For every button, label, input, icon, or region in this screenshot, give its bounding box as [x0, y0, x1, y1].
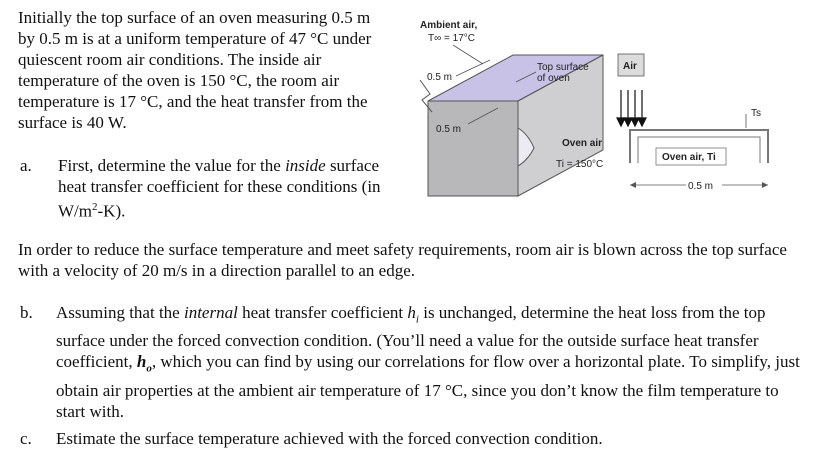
- top-surface-label-2: of oven: [537, 73, 570, 84]
- oven-figure: [398, 0, 822, 210]
- dim-left-label: 0.5 m: [427, 72, 453, 83]
- question-c-label: c.: [20, 429, 32, 448]
- question-c-text: Estimate the surface temperature achieved with the forced convection condition.: [56, 429, 603, 448]
- question-c: [18, 428, 808, 449]
- ambient-temp: T∞ = 17°C: [428, 33, 475, 44]
- dim-front-label: 0.5 m: [436, 124, 462, 135]
- oven-air-ti-label: Oven air, Ti: [662, 152, 716, 163]
- question-a: [18, 155, 390, 222]
- air-label: Air: [623, 61, 637, 72]
- oven-ti-label: Ti = 150°C: [556, 159, 604, 170]
- top-surface-label-1: Top surface: [537, 62, 589, 73]
- problem-intro: Initially the top surface of an oven measuring 0.5 m by 0.5 m is at a uniform temperature of 47 °C under quiescent room air conditions. The inside air temperature of the oven is 150 °C, the room air temperature is 17 °C, and the heat transfer from the surface is 40 W.: [18, 8, 372, 132]
- question-a-label: a.: [20, 156, 32, 175]
- ts-label: Ts: [751, 108, 761, 119]
- oven-diagram: [398, 0, 822, 210]
- ambient-pointer: [453, 45, 483, 64]
- dim-bottom-arrow-right: [762, 182, 768, 188]
- dim-bottom-arrow-left: [630, 182, 636, 188]
- question-a-text: First, determine the value for the inside surface heat transfer coefficient for these conditions (in $W/m^2-K$).: [58, 156, 381, 221]
- question-b-label: b.: [20, 303, 33, 322]
- ambient-label: Ambient air,: [420, 20, 478, 31]
- oven-front-face: [428, 101, 518, 196]
- question-b-text: Assuming that the internal heat transfer coefficient $h_i$ is unchanged, determine the heat loss from the top surface under the forced convection condition. (You’ll need a value for the outside surface heat transfer coefficient, $h_o$, which you can find by using our correlations for flow over a horizontal plate. To simplify, just obtain air properties at the ambient air temperature of 17 °C, since you don’t know the film temperature to start with.: [56, 303, 800, 421]
- question-b: [18, 302, 808, 422]
- oven-air-label: Oven air: [562, 138, 603, 149]
- air-flow-arrows: [617, 90, 646, 126]
- dim-bottom-label: 0.5 m: [688, 181, 714, 192]
- forced-convection-paragraph: In order to reduce the surface temperature and meet safety requirements, room air is blown across the top surface with a velocity of 20 m/s in a direction parallel to an edge.: [18, 240, 787, 280]
